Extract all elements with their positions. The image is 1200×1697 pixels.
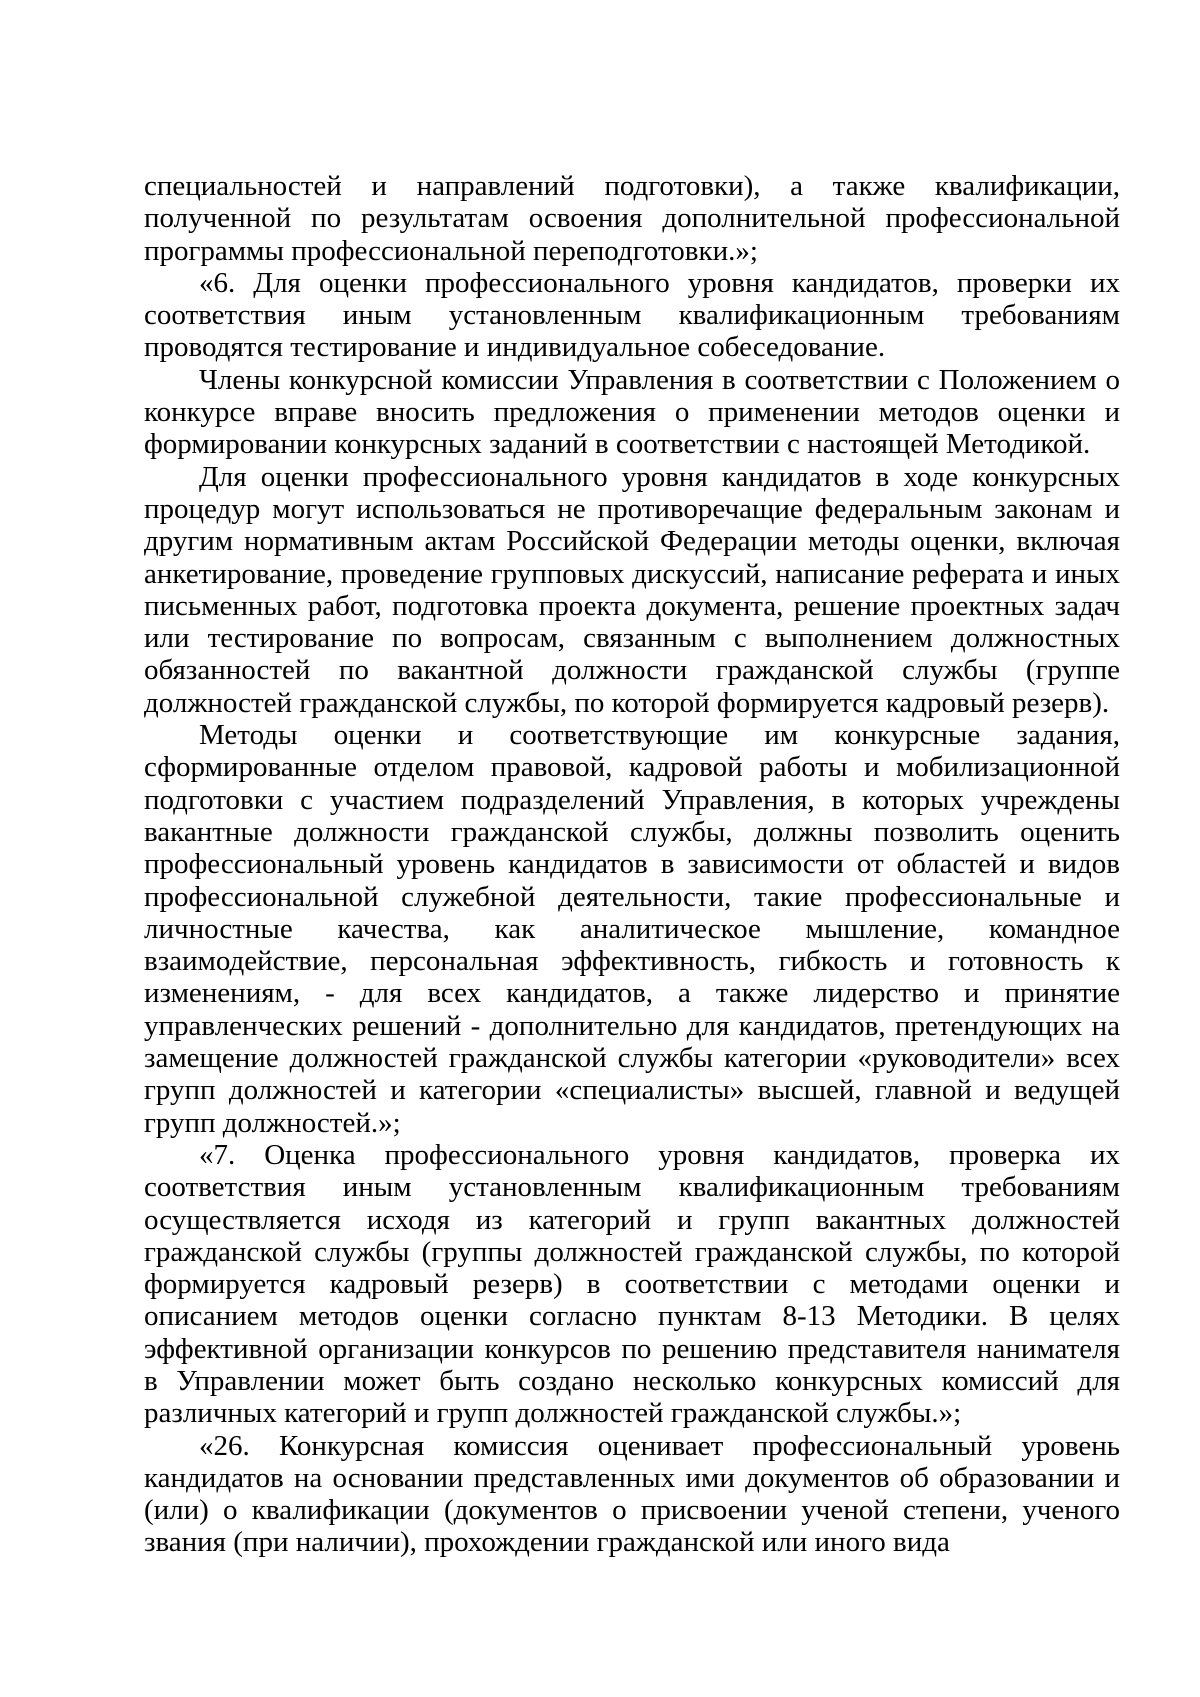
paragraph-item-26: «26. Конкурсная комиссия оценивает профессиональный уровень кандидатов на основании представленных ими документов об образовании и (или) о квалификации (документов о присвоении ученой степени, ученого звания (при наличии), прохождении гражданской или иного вида <box>144 1429 1120 1559</box>
paragraph-methods-tasks: Методы оценки и соответствующие им конкурсные задания, сформированные отделом правовой, кадровой работы и мобилизационной подготовки с участием подразделений Управления, в которых учреждены вакантные должности гражданской службы, должны позволить оценить профессиональный уровень кандидатов в зависимости от областей и видов профессиональной служебной деятельности, такие профессиональные и личностные качества, как аналитическое мышление, командное взаимодействие, персональная эффективность, гибкость и готовность к изменениям, - для всех кандидатов, а также лидерство и принятие управленческих решений - дополнительно для кандидатов, претендующих на замещение должностей гражданской службы категории «руководители» всех групп должностей и категории «специалисты» высшей, главной и ведущей групп должностей.»; <box>144 719 1120 1139</box>
paragraph-evaluation-methods: Для оценки профессионального уровня кандидатов в ходе конкурсных процедур могут использоваться не противоречащие федеральным законам и другим нормативным актам Российской Федерации методы оценки, включая анкетирование, проведение групповых дискуссий, написание реферата и иных письменных работ, подготовка проекта документа, решение проектных задач или тестирование по вопросам, связанным с выполнением должностных обязанностей по вакантной должности гражданской службы (группе должностей гражданской службы, по которой формируется кадровый резерв). <box>144 460 1120 719</box>
paragraph-item-7: «7. Оценка профессионального уровня кандидатов, проверка их соответствия иным установленным квалификационным требованиям осуществляется исходя из категорий и групп вакантных должностей гражданской службы (группы должностей гражданской службы, по которой формируется кадровый резерв) в соответствии с методами оценки и описанием методов оценки согласно пунктам 8-13 Методики. В целях эффективной организации конкурсов по решению представителя нанимателя в Управлении может быть создано несколько конкурсных комиссий для различных категорий и групп должностей гражданской службы.»; <box>144 1138 1120 1430</box>
paragraph-continuation: специальностей и направлений подготовки), а также квалификации, полученной по результатам освоения дополнительной профессиональной программы профессиональной переподготовки.»; <box>144 170 1120 267</box>
paragraph-commission-members: Члены конкурсной комиссии Управления в соответствии с Положением о конкурсе вправе вносить предложения о применении методов оценки и формировании конкурсных заданий в соответствии с настоящей Методикой. <box>144 363 1120 461</box>
document-body <box>144 170 1120 1559</box>
paragraph-item-6: «6. Для оценки профессионального уровня кандидатов, проверки их соответствия иным установленным квалификационным требованиям проводятся тестирование и индивидуальное собеседование. <box>144 266 1120 364</box>
